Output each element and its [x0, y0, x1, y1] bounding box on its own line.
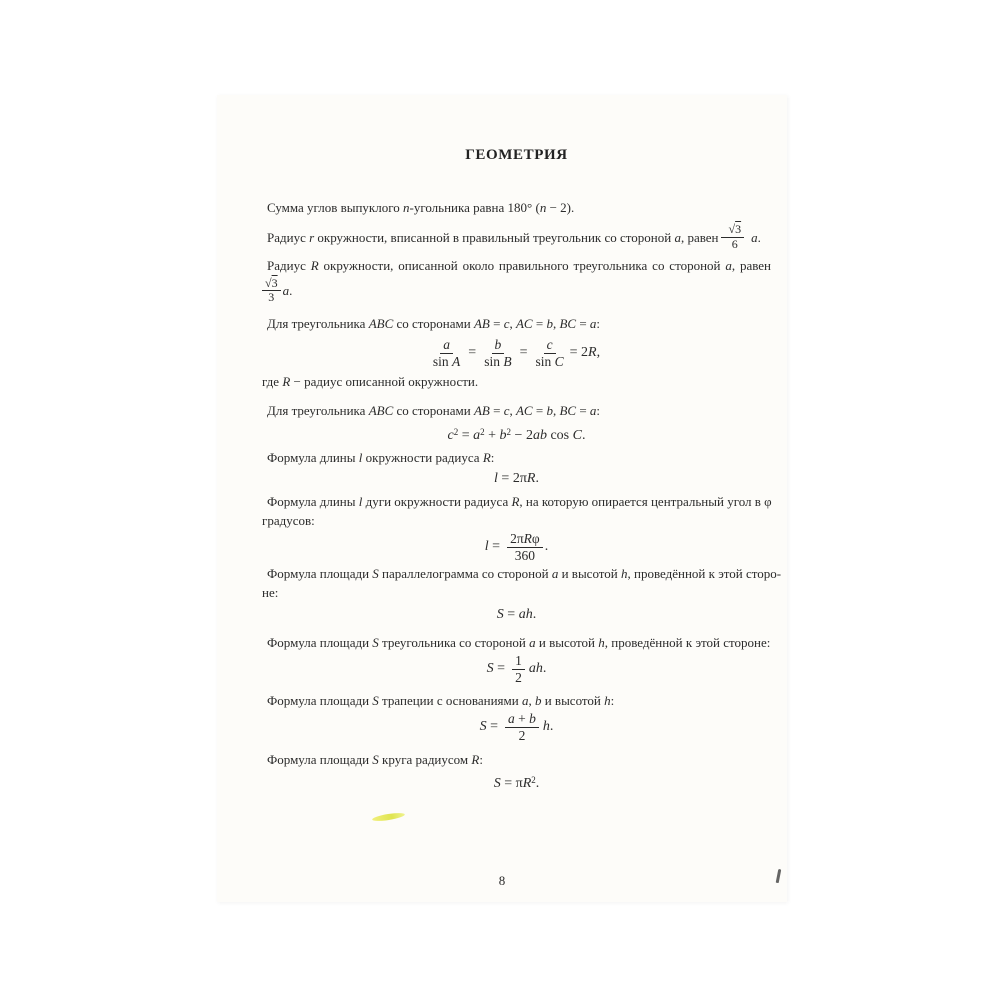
fraction-2piRphi-over-360: $\frac{\text{2πRφ}}{360}$: [507, 531, 543, 563]
paragraph-parallelogram-area: [262, 564, 782, 602]
fraction-b-over-sinB: $\frac{b}{\text{sin B}}$: [484, 337, 512, 369]
fraction-aplusb-over-2: $\frac{a + b}{2}$: [505, 711, 539, 743]
paragraph-sum-of-angles: Сумма углов выпуклого n-угольника равна 180° (n − 2).: [267, 200, 575, 215]
page-number: 8: [498, 873, 506, 888]
paragraph-text: a.: [282, 283, 293, 299]
equals-sign: =: [468, 345, 477, 361]
formula-parallelogram-area: S = ah.: [496, 607, 537, 623]
paragraph-line: Радиус R окружности, описанной около правильного треугольника со стороной a, равен: [267, 257, 772, 273]
formula-triangle-area: [262, 653, 771, 685]
paragraph-line: Формула длины l дуги окружности радиуса R, на которую опирается центральный угол в φ: [267, 494, 772, 510]
paragraph-line: [262, 277, 771, 306]
formula-circumference: l = 2πR.: [494, 471, 539, 487]
page-content: [217, 95, 787, 793]
formula-lhs: l =: [484, 539, 501, 555]
fraction-a-over-sinA: $\frac{a}{\text{sin A}}$: [432, 337, 461, 369]
formula-cosine-rule: $c^2 = a^2 + b^2 - 2ab$ cos C.: [447, 427, 586, 444]
yellow-smudge-artifact: [372, 811, 406, 822]
paragraph-text: a.: [751, 229, 761, 245]
fraction-sqrt3-over-3: [262, 277, 281, 306]
paragraph-line: Формула площади S параллелограмма со стороной a и высотой h, проведённой к этой сторо-: [267, 566, 782, 582]
equals-sign: =: [519, 345, 528, 361]
formula-lhs: S =: [479, 719, 499, 735]
page-title: ГЕОМЕТРИЯ: [465, 147, 568, 163]
denominator: 3: [268, 290, 275, 305]
paragraph-triangle-area: Формула площади S треугольника со стороной a и высотой h, проведённой к этой стороне:: [267, 635, 771, 651]
formula-trapezoid-area: [262, 711, 771, 743]
formula-arc-length: [262, 531, 771, 563]
denominator: 6: [731, 236, 738, 251]
formula-lhs: S =: [486, 661, 506, 677]
paragraph-trapezoid-area: Формула площади S трапеции с основаниями a, b и высотой h:: [267, 693, 615, 709]
radical-icon: √: [728, 222, 736, 236]
paragraph-triangle-sides-1: Для треугольника ABC со сторонами AB = c, AC = b, BC = a:: [267, 316, 601, 332]
scanned-page: [217, 95, 787, 902]
paragraph-line: градусов:: [262, 513, 315, 529]
paragraph-line: не:: [262, 585, 279, 601]
fraction-sqrt3-over-6: [721, 223, 745, 252]
radicand: 3: [735, 222, 742, 236]
paragraph-text: Радиус r окружности, вписанной в правильный треугольник со стороной a, равен: [267, 229, 719, 245]
paragraph-where-r: где R − радиус описанной окружности.: [262, 374, 479, 390]
paragraph-circumference: Формула длины l окружности радиуса R:: [267, 450, 495, 466]
radicand: 3: [271, 275, 278, 290]
formula-tail: .: [544, 539, 549, 555]
paragraph-circumscribed-radius: [262, 256, 771, 306]
formula-sine-rule: [262, 337, 771, 369]
paragraph-inscribed-radius: [262, 223, 771, 252]
paragraph-triangle-sides-2: Для треугольника ABC со сторонами AB = c, AC = b, BC = a:: [267, 403, 601, 419]
formula-tail: ah.: [528, 661, 547, 677]
paragraph-arc-length: [262, 492, 771, 530]
formula-tail: h.: [542, 719, 554, 735]
fraction-1-over-2: $\frac{1}{2}$: [512, 653, 525, 685]
radical-icon: √: [265, 275, 272, 290]
formula-tail: = 2R,: [569, 345, 601, 361]
fraction-c-over-sinC: $\frac{c}{\text{sin C}}$: [535, 337, 564, 369]
formula-circle-area: $S = \pi R^2$.: [493, 775, 540, 792]
paragraph-circle-area: Формула площади S круга радиусом R:: [267, 752, 483, 768]
